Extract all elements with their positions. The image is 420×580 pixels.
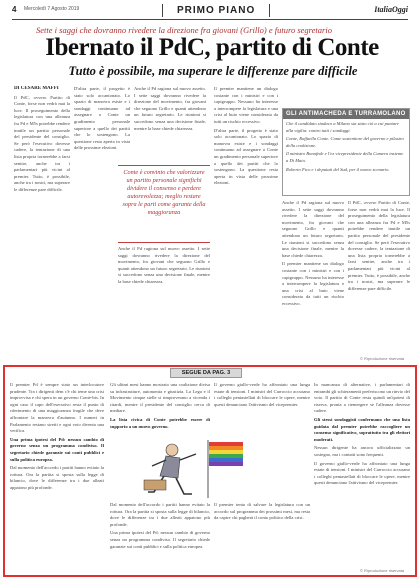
page-header xyxy=(12,4,408,20)
column-text: Il premier mantiene un dialogo costante con i ministri e con i capigruppo. Nessuno ha interesse a interrompere la legislatura e una crisi al buio viene considerata da tutti un rischio eccessivo. xyxy=(282,261,344,306)
column-text: Gli ultimi mesi hanno mostrato una coalizione divisa su infrastrutture, autonomia e giustizia. La Lega e il Movimento cinque stelle si rimproverano a vicenda i ritardi, mentre il presidente del consiglio cerca di mediare. xyxy=(110,382,210,414)
page-number: 4 xyxy=(12,5,17,14)
column-text: La lista civica di Conte potrebbe essere di supporto a un nuovo governo. xyxy=(110,416,210,429)
running-figure-icon xyxy=(144,444,196,494)
section-title: PRIMO PIANO xyxy=(162,4,270,17)
lower-column-2b xyxy=(110,502,210,570)
column-text: Anche il Pd ragiona sul nuovo assetto. I sette saggi dovranno rivedere la direzione del movimento, fra giovani che seguono Grillo e quanti attendono un futuro segretario. Le riunioni si succedono senza una decisione finale, mentre la base chiede chiarezza. xyxy=(118,246,210,284)
column-text: Gli stessi sondaggisti confermano che una lista guidata dal premier potrebbe raccogliere un consenso significativo, soprattutto tra gli elettori moderati. xyxy=(314,416,410,442)
sidebar-item: Roberto Fico e i deputati del Sud, per il nuovo scenario. xyxy=(286,166,390,172)
column-text: Dal momento dell'accordo i partiti hanno evitato la rottura. Ora la partita si sposta sulla legge di bilancio, dove le differenze tra i due alleati appaiono più profonde. xyxy=(110,502,210,527)
subheadline: Tutto è possibile, ma superare le differenze pare difficile xyxy=(68,64,358,78)
column-text: Il governo giallo-verde ha affrontato una lunga estate di tensioni. I ministri del Carroccio accusano i colleghi pentastellati di bloccare le opere, mentre questi denunciano l'attivismo del vicepremier. xyxy=(314,460,410,486)
kicker: Sette i saggi che dovranno rivedere la direzione fra giovani (Grillo) e futuro segretario xyxy=(36,25,332,35)
lower-column-3b xyxy=(214,502,310,570)
sidebar-title: GLI ANTIMACHEDA E TURRAMOLANO xyxy=(283,109,409,119)
lower-column-3 xyxy=(214,382,310,434)
sidebar-box xyxy=(282,108,410,196)
copyright-note-lower: © Riproduzione riservata xyxy=(360,568,405,573)
lower-column-1 xyxy=(10,382,104,572)
page-date: Mercoledì 7 Agosto 2019 xyxy=(24,6,80,12)
sidebar-body xyxy=(283,119,409,177)
pull-quote: Conte è convinto che valorizzare un partito personale significhi dividere il consenso e perdere autorevolezza; meglio restare sopra le parti come garante della maggioranza xyxy=(118,165,210,243)
sidebar-item: Che il candidato sindaco a Milano sia stato ciò a cui puntare alla vigilia: contro tutti i sondaggi. xyxy=(286,121,399,133)
sidebar-item: Il ministro Bonafede e l'ex vicepresidente della Camera insieme a Di Maio. xyxy=(286,151,404,163)
column-text: Anche il Pd ragiona sul nuovo assetto. I sette saggi dovranno rivedere la direzione del movimento, fra giovani che seguono Grillo e quanti attendono un futuro segretario. Le riunioni si succedono senza una decisione finale, mentre la base chiede chiarezza. xyxy=(282,200,344,258)
byline: DI CESARE MAFFI xyxy=(14,86,59,91)
article-column-3 xyxy=(134,86,206,162)
lower-column-4 xyxy=(314,382,410,568)
column-text: Il PdC, ovvero Partito di Conte, forse non vedrà mai la luce. Il proseguimento della legislatura con una alleanza fra Pd e M5s potrebbe rendere inutile un partito personale del presidente del consiglio. Se però l'esecutivo dovesse cadere, la tentazione di una lista propria tornerebbe a farsi sentire, anche tra i parlamentari più vicini al premier. Tutto, è possibile, anche tra i nostri, ma superare le differenze pare difficile. xyxy=(14,94,70,192)
column-text: Una prima ipotesi del Pd: nessun cambio di governo senza un programma condiviso. Il segretario chiede garanzie sui conti pubblici e sulla politica europea. xyxy=(10,436,104,462)
column-text: In mancanza di alternative, i parlamentari di entrambi gli schieramenti preferiscono un rinvio del voto. Il partito di Conte resta quindi un'ipotesi di riserva, pronta a riemergere se l'alleanza dovesse cadere. xyxy=(314,382,410,414)
column-text: Il governo giallo-verde ha affrontato una lunga estate di tensioni. I ministri del Carroccio accusano i colleghi pentastellati di bloccare le opere, mentre questi denunciano l'attivismo del vicepremier. xyxy=(214,382,310,407)
column-text: Nessun dirigente ha ancora ufficializzato un sostegno, ma i contatti sono frequenti. xyxy=(314,445,410,457)
column-text: Il premier mantiene un dialogo costante con i ministri e con i capigruppo. Nessuno ha interesse a interrompere la legislatura e una crisi al buio viene considerata da tutti un rischio eccessivo. xyxy=(214,86,278,124)
rainbow-flag-icon xyxy=(208,440,243,498)
lower-column-2 xyxy=(110,382,210,434)
copyright-note: © Riproduzione riservata xyxy=(360,356,405,361)
continued-label: SEGUE DA PAG. 3 xyxy=(170,368,242,378)
article-column-6 xyxy=(348,200,410,352)
article-column-4 xyxy=(214,86,278,362)
column-text: Una prima ipotesi del Pd: nessun cambio di governo senza un programma condiviso. Il segretario chiede garanzie sui conti pubblici e sulla politica europea. xyxy=(110,530,210,549)
column-text: Il PdC, ovvero Partito di Conte, forse non vedrà mai la luce. Il proseguimento della legislatura con una alleanza fra Pd e M5s potrebbe rendere inutile un partito personale del presidente del consiglio. Se però l'esecutivo dovesse cadere, la tentazione di una lista propria tornerebbe a farsi sentire, anche tra i parlamentari più vicini al premier. Tutto, è possibile, anche tra i nostri, ma superare le differenze pare difficile. xyxy=(348,200,410,291)
article-column-3b xyxy=(118,246,210,362)
article-column-1 xyxy=(14,86,70,362)
headline: Ibernato il PdC, partito di Conte xyxy=(45,34,379,61)
cartoon-illustration xyxy=(130,436,260,500)
article-column-5 xyxy=(282,200,344,360)
column-text: Anche il Pd ragiona sul nuovo assetto. I sette saggi dovranno rivedere la direzione del movimento, fra giovani che seguono Grillo e quanti attendono un futuro segretario. Le riunioni si succedono senza una decisione finale, mentre la base chiede chiarezza. xyxy=(134,86,206,131)
sidebar-item: Conte, Raffaella Conte. Come sostenitore del governo e pilastro della coalizione. xyxy=(286,136,404,148)
column-text: Dal momento dell'accordo i partiti hanno evitato la rottura. Ora la partita si sposta sulla legge di bilancio, dove le differenze tra i due alleati appaiono più profonde. xyxy=(10,465,104,490)
masthead-logo: ItaliaOggi xyxy=(374,5,408,14)
column-text: D'altra parte, il progetto è stato solo accantonato. Lo spazio di manovra esiste e i sondaggi continuano ad assegnare a Conte un gradimento personale superiore a quello dei partiti che lo sostengono. La questione resta aperta in vista delle prossime elezioni. xyxy=(214,127,278,186)
column-text: D'altra parte, il progetto è stato solo accantonato. Lo spazio di manovra esiste e i sondaggi continuano ad assegnare a Conte un gradimento personale superiore a quello dei partiti che lo sostengono. La questione resta aperta in vista delle prossime elezioni. xyxy=(74,86,130,151)
column-text: Il premier Pd è sempre stato un interlocutore prudente. Tra i dirigenti dem c'è chi teme una crisi improvvisa e chi spera in un governo Conte-bis. In ogni caso il capo dell'esecutivo resta il punto di riferimento di una maggioranza fragile che deve affrontare la manovra d'autunno. I numeri in Parlamento restano stretti e ogni voto diventa una verifica. xyxy=(10,382,104,434)
column-text: Il premier tenta di salvare la legislatura con un accordo sul programma dei prossimi mesi, ma resta da capire chi pagherà il conto politico della crisi. xyxy=(214,502,310,521)
